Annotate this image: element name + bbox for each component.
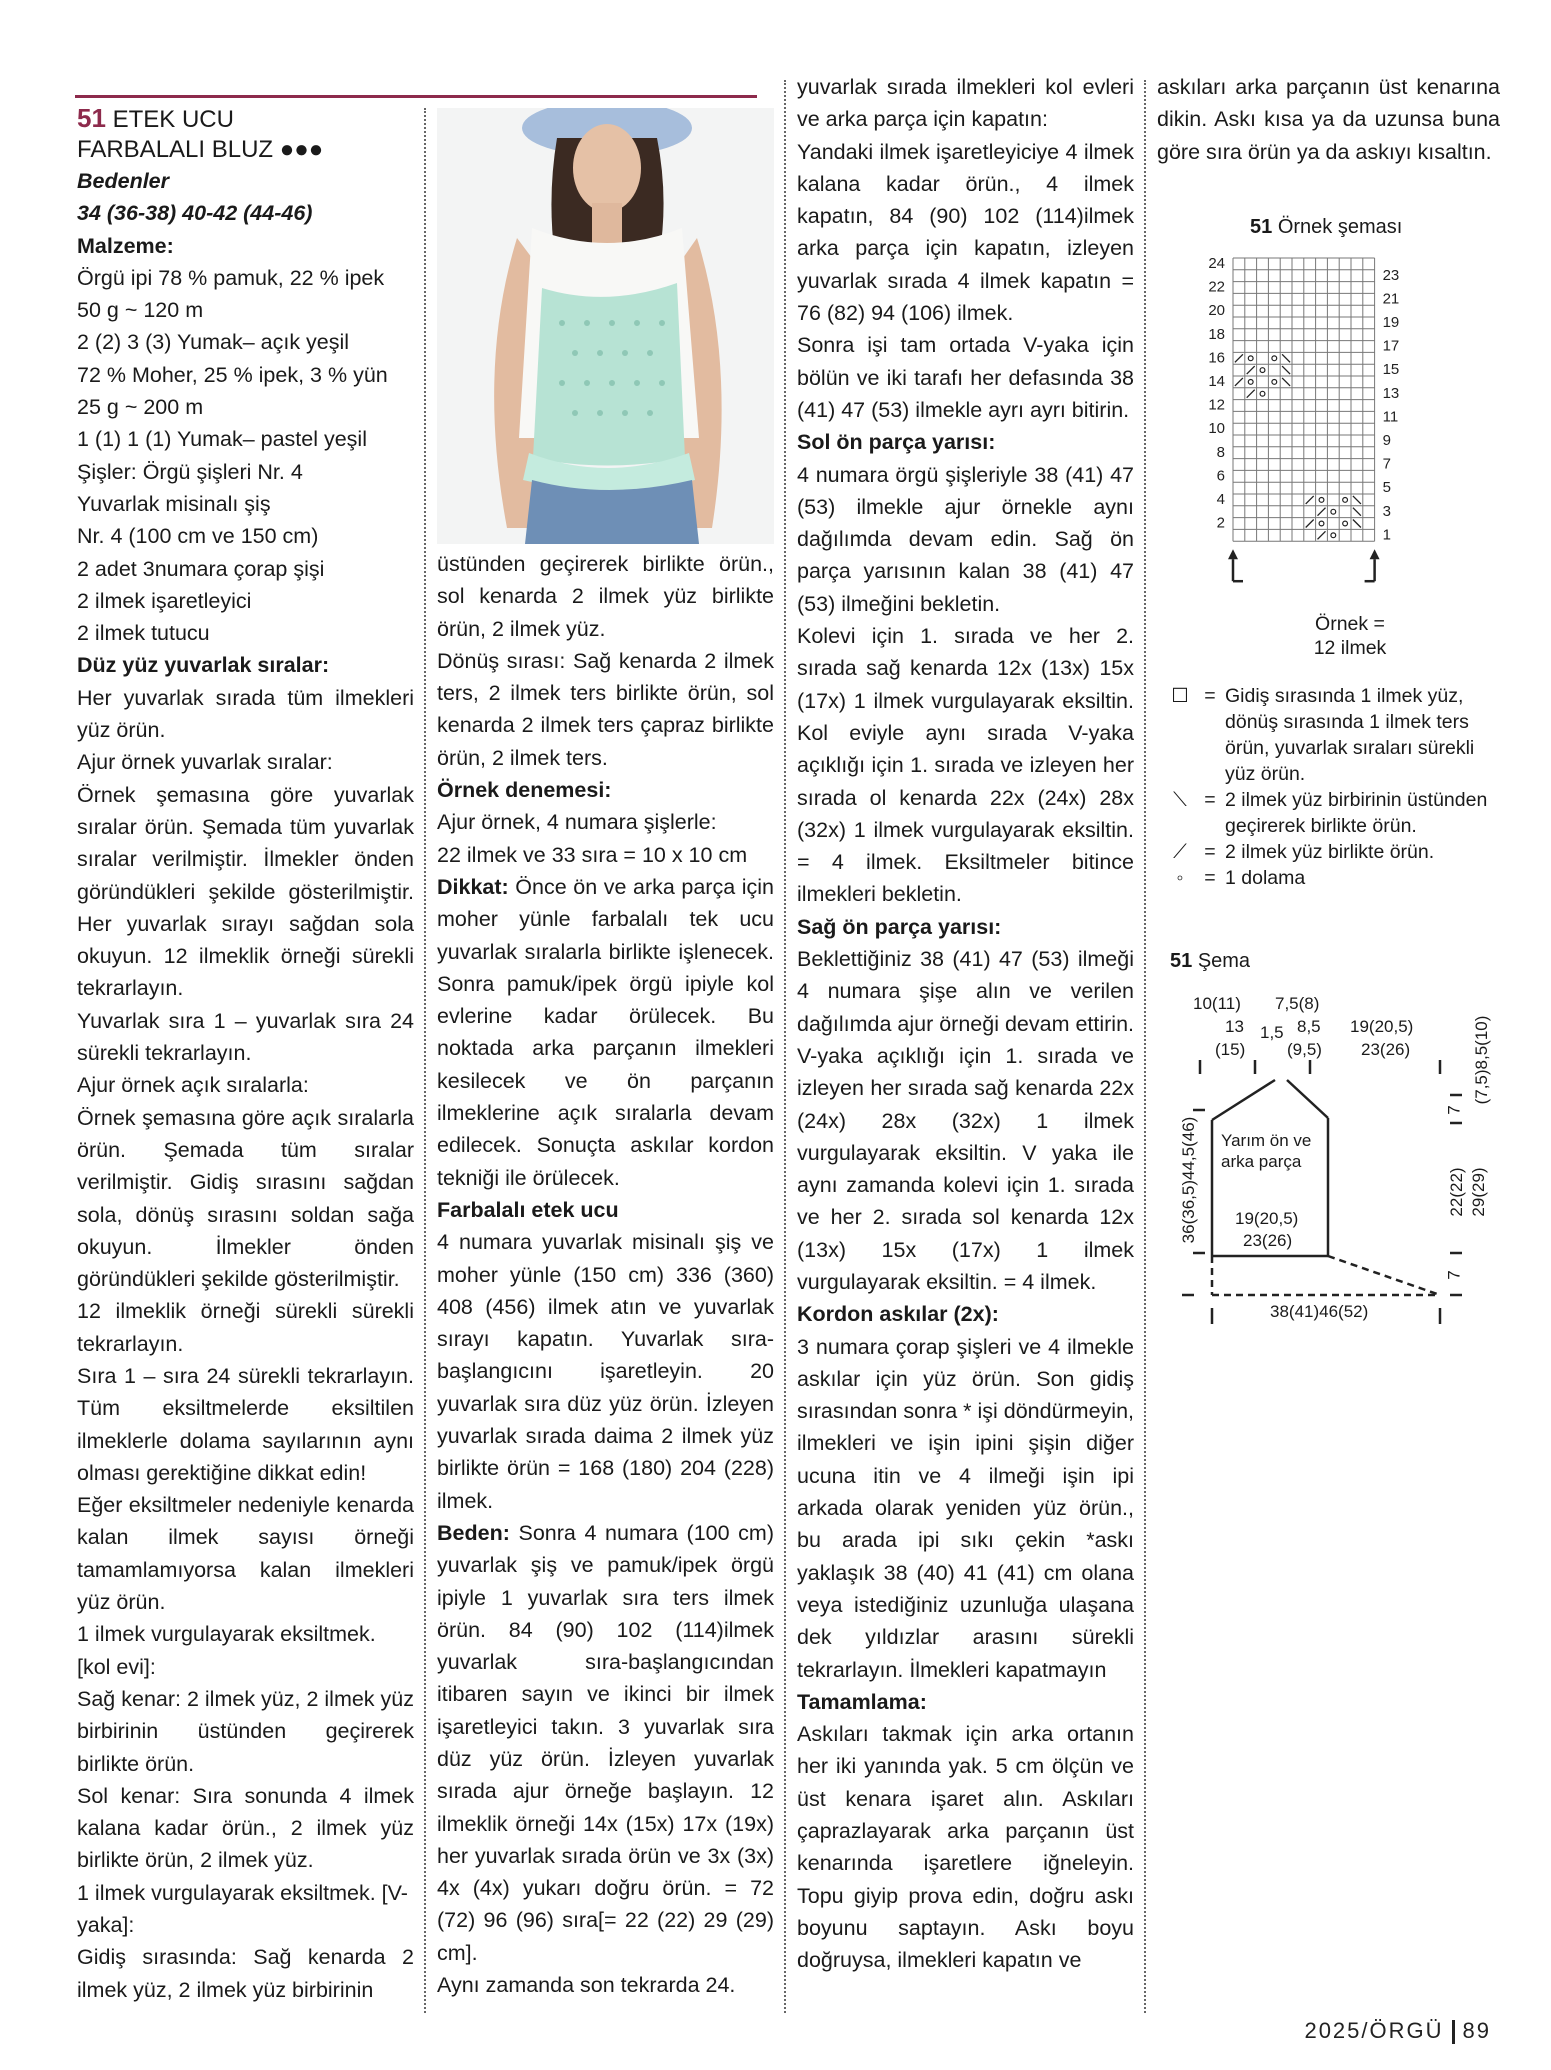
paragraph-text: 50 g ~ 120 m [77, 298, 204, 323]
paragraph-text: 3 numara çorap şişleri ve 4 ilmekle askılar için yüz örün. Son gidiş sırasından sonra * işi döndürmeyin, ilmekleri ve işin ipini şişin diğer ucuna itin ve 4 ilmeği işin ipi arkada olarak yeniden yüz örün., bu arada ipi sıkı çekin *askı yaklaşık 38 (40) 41 (41) cm olana veya istediğiniz uzunluğa ulaşana dek yıldızlar arasını sürekli tekrarlayın. İlmekleri kapatmayın [797, 1334, 1135, 1682]
paragraph-text: Ajur örnek açık sıralarla: [77, 1073, 309, 1098]
piece-label-1: Yarım ön ve [1221, 1131, 1312, 1150]
paragraph [437, 1194, 774, 1226]
paragraph [437, 839, 774, 871]
paragraph-text: Nr. 4 (100 cm ve 150 cm) [77, 524, 319, 549]
paragraph [77, 1683, 414, 1780]
paragraph-lead: Beden: [437, 1520, 510, 1545]
paragraph-text: Önce ön ve arka parça için moher yünle farbalalı tek ucu yuvarlak sıralarla birlikte işlenecek. Sonra pamuk/ipek örgü ipiyle kol evlerine kadar örülecek. Bu noktada arka parçanın ilmekleri kesilecek ve ön parçanın ilmeklerine açık sıralarla devam edilecek. Sonuçta askılar kordon tekniği ile örülecek. [437, 874, 774, 1190]
ssk-symbol [1353, 520, 1361, 528]
row-number-right: 17 [1382, 337, 1400, 355]
paragraph-text: 2 ilmek tutucu [77, 621, 210, 646]
paragraph-text: 34 (36-38) 40-42 (44-46) [77, 201, 313, 226]
paragraph [797, 136, 1134, 330]
piece-label-2: arka parça [1221, 1152, 1302, 1171]
legend-symbol: ⟋ [1173, 841, 1187, 863]
paragraph [77, 779, 414, 1005]
row-number-left: 20 [1208, 302, 1225, 320]
pattern-chart [1160, 214, 1505, 674]
legend-text: Gidiş sırasında 1 ilmek yüz, dönüş sırasında 1 ilmek ters örün, yuvarlak sıraları sürekli yüz örün. [1225, 685, 1475, 785]
paragraph [77, 1941, 414, 2006]
row-number-right: 3 [1382, 502, 1391, 520]
paragraph-text: 2 ilmek işaretleyici [77, 588, 252, 613]
paragraph [77, 682, 414, 747]
paragraph [77, 1877, 414, 1942]
column-2 [437, 548, 774, 2001]
row-number-left: 18 [1208, 325, 1225, 343]
row-number-left: 8 [1216, 443, 1225, 461]
schema-bottom-label: 38(41)46(52) [1270, 1302, 1369, 1321]
paragraph [437, 774, 774, 806]
legend-row [1165, 787, 1505, 839]
paragraph-text: Ajur örnek yuvarlak sıralar: [77, 750, 333, 775]
repeat-arrow [1228, 549, 1238, 559]
paragraph-text: askıları arka parçanın üst kenarına dikin. Askı kısa ya da uzunsa buna göre sıra örün ya da askıyı kısaltın. [1157, 75, 1500, 164]
footer-divider [1452, 2020, 1455, 2044]
paragraph [797, 426, 1134, 458]
paragraph-text: Sağ kenar: 2 ilmek yüz, 2 ilmek yüz birbirinin üstünden geçirerek birlikte örün. [77, 1686, 414, 1776]
piece-label [1221, 1130, 1311, 1172]
schema-height-label: (7,5)8,5(10) [1472, 1015, 1491, 1105]
k2tog-symbol [1235, 354, 1243, 362]
paragraph-text: 22 ilmek ve 33 sıra = 10 x 10 cm [437, 842, 748, 867]
row-number-left: 6 [1216, 467, 1225, 485]
model-photo [437, 108, 774, 544]
schema-title-number: 51 [1170, 950, 1193, 972]
paragraph [77, 520, 414, 552]
schema-title-text: Şema [1197, 950, 1251, 972]
row-number-right: 7 [1382, 455, 1391, 473]
ssk-symbol [1282, 366, 1290, 374]
column-1-text [77, 165, 414, 2006]
paragraph-text: Yuvarlak sıra 1 – yuvarlak sıra 24 sürekli tekrarlayın. [77, 1008, 414, 1066]
paragraph [77, 1780, 414, 1877]
paragraph [77, 1360, 414, 1489]
paragraph [77, 359, 414, 391]
pattern-number: 51 [77, 103, 106, 133]
legend-symbol: ⟍ [1173, 789, 1187, 811]
row-number-right: 9 [1382, 432, 1391, 449]
row-number-left: 2 [1216, 514, 1225, 532]
legend-equals: = [1204, 867, 1216, 889]
paragraph-text: Düz yüz yuvarlak sıralar: [77, 653, 330, 678]
yarn-over-symbol [1248, 380, 1253, 385]
paragraph-text: Kordon askılar (2x): [797, 1302, 999, 1327]
paragraph-text: Dönüş sırası: Sağ kenarda 2 ilmek ters, 2 ilmek ters birlikte örün, sol kenarda 2 ilmek ters çapraz birlikte örün, 2 ilmek ters. [437, 648, 774, 770]
yarn-over-symbol [1343, 521, 1348, 526]
paragraph-text: Aynı zamanda son tekrarda 24. [437, 1973, 736, 1998]
paragraph-text: Örgü ipi 78 % pamuk, 22 % ipek [77, 265, 385, 290]
paragraph-text: Örnek denemesi: [437, 778, 612, 803]
legend-symbol: ☐ [1171, 685, 1189, 707]
paragraph-lead: Dikkat: [437, 874, 509, 899]
paragraph [797, 1298, 1134, 1330]
paragraph [437, 1969, 774, 2001]
paragraph [797, 1331, 1134, 1686]
legend-equals: = [1204, 841, 1216, 863]
paragraph [437, 645, 774, 774]
paragraph-text: Tamamlama: [797, 1689, 927, 1714]
legend-text: 2 ilmek yüz birlikte örün. [1225, 841, 1435, 863]
paragraph [437, 871, 774, 1194]
schema-height-label: 7 [1444, 1270, 1464, 1280]
k2tog-symbol [1306, 520, 1314, 528]
paragraph [77, 423, 414, 455]
repeat-label-1: Örnek = [1315, 613, 1385, 635]
row-number-left: 24 [1208, 255, 1225, 272]
paragraph [77, 1489, 414, 1618]
row-number-right: 15 [1382, 361, 1400, 379]
paragraph-text: 1 (1) 1 (1) Yumak– pastel yeşil [77, 427, 367, 452]
paragraph [77, 456, 414, 488]
title-line-1: ETEK UCU [112, 106, 234, 133]
paragraph-text: üstünden geçirerek birlikte örün., sol kenarda 2 ilmek yüz birlikte örün, 2 ilmek yüz. [437, 552, 774, 641]
schema-label: (9,5) [1287, 1040, 1322, 1059]
schema-width-label: 23(26) [1243, 1231, 1293, 1250]
paragraph [437, 548, 774, 645]
paragraph [77, 1618, 414, 1683]
column-divider [784, 80, 786, 2013]
row-number-right: 1 [1382, 526, 1391, 544]
paragraph [797, 329, 1134, 426]
paragraph [77, 553, 414, 585]
column-1 [77, 103, 414, 2006]
paragraph-text: Beklettiğiniz 38 (41) 47 (53) ilmeği 4 numara şişe alın ve verilen dağılımda ajur örneği devam ettirin. V-yaka açıklığı için 1. sırada ve izleyen her sırada sağ kenarda 22x (24x) 28x (32x) 1 ilmek vurgulayarak eksiltin. V yaka ile aynı zamanda kolevi için 1. sırada ve her 2. sırada sol kenarda 12x (13x) 15x (17x) 1 ilmek vurgulayarak eksiltin. = 4 ilmek. [797, 947, 1135, 1294]
paragraph [797, 1686, 1134, 1718]
repeat-label [1290, 612, 1410, 660]
ssk-symbol [1282, 354, 1290, 362]
column-divider [1144, 80, 1146, 2013]
yarn-over-symbol [1331, 533, 1336, 538]
paragraph-text: 1 ilmek vurgulayarak eksiltmek. [kol evi]: [77, 1622, 376, 1679]
legend-text: 2 ilmek yüz birbirinin üstünden geçirerek birlikte örün. [1225, 789, 1488, 837]
paragraph [437, 1226, 774, 1517]
header-rule [75, 95, 757, 98]
paragraph [77, 391, 414, 423]
paragraph [797, 911, 1134, 943]
ssk-symbol [1282, 378, 1290, 386]
k2tog-symbol [1306, 496, 1314, 504]
paragraph [797, 71, 1134, 136]
k2tog-symbol [1247, 390, 1255, 398]
paragraph-text: yuvarlak sırada ilmekleri kol evleri ve arka parça için kapatın: [797, 75, 1134, 132]
row-number-left: 22 [1208, 278, 1225, 296]
paragraph [77, 1295, 414, 1360]
paragraph [77, 617, 414, 649]
paragraph-text: Yuvarlak misinalı şiş [77, 491, 271, 516]
paragraph [437, 806, 774, 838]
schema-label: 7,5(8) [1275, 994, 1320, 1013]
legend-symbol: ◦ [1176, 867, 1184, 889]
legend-text: 1 dolama [1225, 867, 1306, 889]
paragraph-text: Sol ön parça yarısı: [797, 430, 996, 455]
paragraph-text: Her yuvarlak sırada tüm ilmekleri yüz örün. [77, 685, 414, 743]
paragraph [77, 488, 414, 520]
schema-height-label: 36(36,5)44,5(46) [1179, 1116, 1198, 1244]
legend [1165, 683, 1505, 891]
paragraph [77, 294, 414, 326]
garment-schema [1165, 950, 1510, 1330]
paragraph-text: Askıları takmak için arka ortanın her iki yanında yak. 5 cm ölçün ve üst kenara işaret alın. Askıları çaprazlayarak arka parçanın üst kenarında işaretlere iğneleyin. Topu giyip prova edin, doğru askı boyunu saptayın. Askı boyu doğruysa, ilmekleri kapatın ve [797, 1722, 1134, 1973]
paragraph [77, 585, 414, 617]
paragraph [1157, 71, 1500, 168]
paragraph-text: 4 numara örgü şişleriyle 38 (41) 47 (53) ilmekle ajur örnekle aynı dağılımda devam edin. Sağ ön parça yarısının kalan 38 (41) 47 (53) ilmeğini bekletin. [797, 462, 1134, 616]
yarn-over-symbol [1331, 509, 1336, 514]
paragraph-text: 1 ilmek vurgulayarak eksiltmek. [V-yaka]: [77, 1880, 408, 1938]
k2tog-symbol [1318, 531, 1326, 539]
paragraph-text: Şişler: Örgü şişleri Nr. 4 [77, 459, 303, 484]
row-number-left: 16 [1208, 349, 1225, 367]
yarn-over-symbol [1343, 498, 1348, 503]
schema-width-label: 19(20,5) [1235, 1209, 1299, 1228]
paragraph-text: 2 adet 3numara çorap şişi [77, 556, 325, 581]
paragraph-text: Örnek şemasına göre açık sıralarla örün. Şemada tüm sıralar verilmiştir. Gidiş sırasını sağdan sola, dönüş sırasını soldan sağa okuyun. İlmekler önden göründükleri şekilde gösterilmiştir. [77, 1105, 414, 1292]
paragraph-text: Örnek şemasına göre yuvarlak sıralar örün. Şemada tüm yuvarlak sıralar verilmiştir. İlmekler önden göründükleri şekilde gösterilmiştir. Her yuvarlak sırayı sağdan sola okuyun. 12 ilmeklik örneği sürekli tekrarlayın. [77, 782, 414, 1001]
chart-title-text: Örnek şeması [1277, 216, 1403, 238]
schema-label: 1,5 [1260, 1023, 1284, 1042]
paragraph-text: 12 ilmeklik örneği sürekli sürekli tekrarlayın. [77, 1299, 414, 1356]
schema-label: 13 [1225, 1017, 1244, 1036]
row-number-right: 5 [1382, 479, 1391, 497]
paragraph-text: Farbalalı etek ucu [437, 1197, 619, 1222]
paragraph-text: Sol kenar: Sıra sonunda 4 ilmek kalana kadar örün., 2 ilmek yüz birlikte örün, 2 ilmek yüz. [77, 1783, 414, 1873]
legend-equals: = [1204, 789, 1216, 811]
column-divider [424, 108, 426, 2013]
paragraph-text: Kolevi için 1. sırada ve her 2. sırada sağ kenarda 12x (13x) 15x (17x) 1 ilmek vurgulayarak eksiltin. Kol eviyle aynı sırada V-yaka açıklığı için 1. sırada ve izleyen her sırada ol kenarda 22x (24x) 28x (32x) 1 ilmek vurgulayarak eksiltin. = 4 ilmek. Eksiltmeler bitince ilmekleri bekletin. [797, 624, 1134, 907]
schema-height-label: 22(22) [1447, 1167, 1466, 1217]
paragraph-text: 25 g ~ 200 m [77, 395, 204, 420]
paragraph [77, 262, 414, 294]
legend-row [1165, 683, 1505, 787]
ssk-symbol [1353, 508, 1361, 516]
column-4-text [1157, 71, 1500, 168]
paragraph [77, 1102, 414, 1296]
schema-height-label: 7 [1444, 1105, 1464, 1115]
ssk-symbol [1353, 496, 1361, 504]
legend-row [1165, 839, 1505, 865]
row-number-left: 14 [1208, 373, 1225, 390]
paragraph [797, 1718, 1134, 1976]
paragraph [797, 943, 1134, 1298]
row-number-left: 12 [1208, 396, 1225, 414]
paragraph-text: Malzeme: [77, 233, 174, 258]
k2tog-symbol [1318, 508, 1326, 516]
paragraph [77, 326, 414, 358]
paragraph [77, 649, 414, 681]
page-footer [1304, 2018, 1491, 2044]
row-number-right: 11 [1382, 408, 1399, 426]
schema-label: 10(11) [1193, 994, 1241, 1013]
schema-label: (15) [1215, 1040, 1246, 1059]
paragraph [77, 1069, 414, 1101]
schema-height-label: 29(29) [1469, 1167, 1488, 1217]
paragraph [77, 197, 414, 229]
repeat-arrow [1370, 549, 1380, 559]
paragraph-text: Gidiş sırasında: Sağ kenarda 2 ilmek yüz, 2 ilmek yüz birbirinin [77, 1945, 414, 2002]
paragraph-text: 4 numara yuvarlak misinalı şiş ve moher yünle (150 cm) 336 (360) 408 (456) ilmek atın ve yuvarlak sırayı kapatın. Yuvarlak sıra-başlangıcını işaretleyin. 20 yuvarlak sıra düz yüz örün. İzleyen yuvarlak sırada daima 2 ilmek yüz birlikte örün = 168 (180) 204 (228) ilmek. [437, 1230, 774, 1513]
row-number-right: 21 [1382, 290, 1400, 308]
paragraph [77, 746, 414, 778]
page-number: 89 [1462, 2018, 1491, 2043]
repeat-label-2: 12 ilmek [1313, 637, 1387, 659]
row-number-right: 23 [1382, 266, 1400, 284]
legend-equals: = [1204, 685, 1216, 707]
yarn-over-symbol [1260, 391, 1265, 396]
row-number-right: 13 [1382, 384, 1400, 402]
schema-label: 8,5 [1297, 1017, 1321, 1036]
paragraph [77, 230, 414, 262]
paragraph-text: Sıra 1 – sıra 24 sürekli tekrarlayın. Tüm eksiltmelerde eksiltilen ilmeklerle dolama sayılarının aynı olması gerektiğine dikkat edin! [77, 1363, 414, 1485]
paragraph-text: 72 % Moher, 25 % ipek, 3 % yün [77, 362, 388, 387]
title-line-2: FARBALALI BLUZ ●●● [77, 136, 324, 163]
yarn-over-symbol [1272, 380, 1277, 385]
chart-title-number: 51 [1250, 216, 1273, 238]
paragraph [77, 165, 414, 197]
schema-label: 19(20,5) [1350, 1017, 1414, 1036]
legend-row [1165, 865, 1505, 891]
row-number-left: 10 [1208, 420, 1225, 438]
paragraph-text: Eğer eksiltmeler nedeniyle kenarda kalan ilmek sayısı örneği tamamlamıyorsa kalan ilmekleri yüz örün. [77, 1493, 414, 1615]
paragraph [797, 459, 1134, 620]
footer-magazine: 2025/ÖRGÜ [1304, 2018, 1444, 2043]
yarn-over-symbol [1248, 356, 1253, 361]
paragraph-text: Sonra işi tam ortada V-yaka için bölün ve iki tarafı her defasında 38 (41) 47 (53) ilmekle ayrı ayrı bitirin. [797, 333, 1134, 422]
paragraph-text: 2 (2) 3 (3) Yumak– açık yeşil [77, 330, 350, 355]
paragraph-text: Yandaki ilmek işaretleyiciye 4 ilmek kalana kadar örün., 4 ilmek kapatın, 84 (90) 102 (114)ilmek arka parça için kapatın, izleyen yuvarlak sırada 4 ilmek kapatın = 76 (82) 94 (106) ilmek. [797, 139, 1134, 326]
yarn-over-symbol [1319, 498, 1324, 503]
yarn-over-symbol [1272, 356, 1277, 361]
paragraph-text: Ajur örnek, 4 numara şişlerle: [437, 810, 717, 835]
yarn-over-symbol [1260, 368, 1265, 373]
chart-grid [1160, 214, 1505, 674]
k2tog-symbol [1235, 378, 1243, 386]
paragraph [797, 620, 1134, 911]
paragraph-text: Sonra 4 numara (100 cm) yuvarlak şiş ve pamuk/ipek örgü ipiyle 1 yuvarlak sıra ters ilmek örün. 84 (90) 102 (114)ilmek yuvarlak sıra-başlangıcından itibaren sayın ve ikinci bir ilmek işaretleyici takın. 3 yuvarlak sıra düz yüz örün. İzleyen yuvarlak sırada ajur örneğe başlayın. 12 ilmeklik örneği 14x (15x) 17x (19x) her yuvarlak sırada örün ve 3x (3x) 4x (4x) yukarı doğru örün. = 72 (72) 96 (96) sıra[= 22 (22) 29 (29) cm]. [437, 1520, 774, 1965]
schema-label: 23(26) [1361, 1040, 1411, 1059]
row-number-right: 19 [1382, 314, 1400, 331]
pattern-title [77, 103, 414, 165]
paragraph-text: Bedenler [77, 169, 170, 193]
paragraph [77, 1005, 414, 1070]
column-3 [797, 71, 1134, 1977]
row-number-left: 4 [1216, 491, 1225, 508]
yarn-over-symbol [1319, 521, 1324, 526]
paragraph [437, 1517, 774, 1969]
paragraph-text: Sağ ön parça yarısı: [797, 914, 1002, 939]
k2tog-symbol [1247, 366, 1255, 374]
